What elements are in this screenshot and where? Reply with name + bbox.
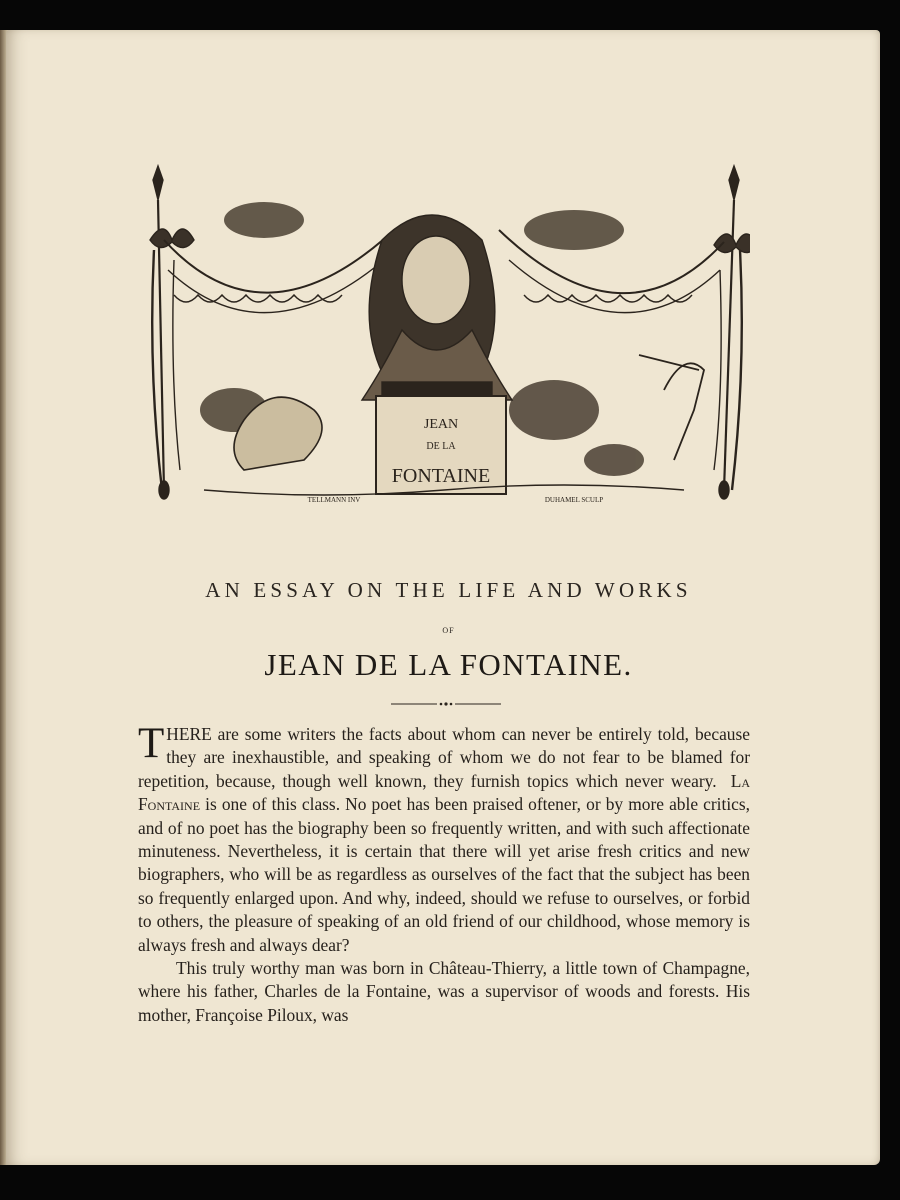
title-name: JEAN DE LA FONTAINE. bbox=[264, 647, 633, 682]
stork bbox=[664, 363, 704, 460]
title-ornament bbox=[391, 699, 501, 709]
title-of: OF bbox=[442, 626, 455, 635]
signature-left: TELLMANN INV bbox=[307, 496, 361, 504]
engraved-headpiece bbox=[144, 160, 750, 505]
drop-cap: T bbox=[138, 720, 165, 767]
plaque-line-2: DE LA bbox=[426, 441, 456, 452]
para1-rest: is one of this class. No poet has been praised oftener, or by more able critics, and of no poet has the biography been so frequently written, and with such affectionate minuteness. Nevertheless, it is certain that there will yet arise fresh critics and new biographers, who will be as regardless as ourselves of the fact that the subject has been so frequently enlarged upon. And why, indeed, should we refuse to ourselves, or forbid to others, the pleasure of speaking of an old friend of our childhood, whose memory is always fresh and always dear? bbox=[138, 794, 750, 955]
title-line-1: AN ESSAY ON THE LIFE AND WORKS bbox=[205, 578, 692, 602]
paragraph-1 bbox=[138, 720, 750, 957]
plaque-line-3: FONTAINE bbox=[391, 465, 491, 487]
left-drapery bbox=[164, 230, 394, 293]
para1-first: HERE are some writers the facts about whom can never be entirely told, because they are inexhaustible, and speaking of whom we do not fear to be blamed for repetition, because, though well known, they furnish topics which never weary. bbox=[138, 724, 750, 791]
para1-name: La Fontaine bbox=[138, 770, 750, 815]
book-page bbox=[6, 30, 880, 1165]
signature-right: DUHAMEL SCULP bbox=[544, 496, 604, 504]
bust-of-la-fontaine bbox=[362, 215, 512, 400]
paragraph-2: This truly worthy man was born in Château-Thierry, a little town of Champagne, where his father, Charles de la Fontaine, was a supervisor of woods and forests. His mother, Françoise Piloux, was bbox=[138, 958, 750, 1025]
essay-body bbox=[138, 720, 750, 1027]
plaque-line-1: JEAN bbox=[423, 417, 459, 432]
